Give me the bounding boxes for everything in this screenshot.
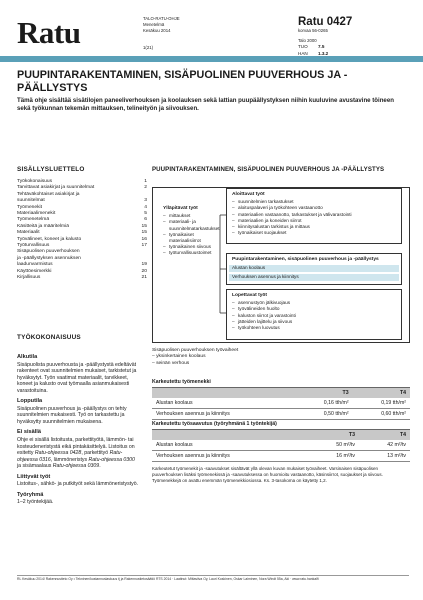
toc-page: 1 [144,179,147,184]
toc-page: 3 [144,198,147,204]
starting-list [232,199,396,236]
tyoryhma-text: 1–2 työntekijää. [17,499,54,506]
table-cell: 0,50 tth/m² [295,409,352,420]
toc-label: Käsitteitä ja määritelmiä [17,223,69,229]
toc-label: Käyttöesimerkki [17,268,52,274]
document-type [143,16,180,34]
data-table [152,388,410,420]
table-row [152,398,410,409]
toc-label: Työturvallisuus [17,243,50,249]
toc-page: 17 [141,243,147,249]
phase-line: Sisäpuolisen puuverhouksen työvaiheet [152,348,239,353]
tyoryhma-heading: Työryhmä [17,491,44,498]
starting-task-item: – suunnitelmien tarkastukset [232,199,396,205]
toc-label: ja -päällystyksen asennuksen [17,255,81,261]
column-header [152,430,308,440]
text-run: , parkettityö [81,450,110,457]
class-key: TUO [298,44,308,49]
starting-task-item: – kiinnitysalustan tarkistus ja mittaus [232,224,396,230]
column-header: T4 [359,430,410,440]
supporting-tasks [163,206,219,257]
toc-label: Työkokonaisuus [17,179,53,184]
class-value: 1.3.2 [318,50,329,56]
toc-page: 21 [141,275,147,281]
table-title: Karkeutettu työmenekki [152,379,410,388]
ei-sisalla-text [17,437,139,470]
toc-label: suunnitelmat [17,198,45,204]
supporting-list [163,213,219,256]
starting-task-item: – materiaalien ja koneiden siirrot [232,218,396,224]
phase-line: – yksinkertainen koolaus [152,354,206,360]
column-header [152,388,295,398]
alkutila-text: Sisäpuolista puuverhousta ja -päällystystä edeltävät rakenteet ovat suunnitelmien mukaiset, tarkistetut ja hyväksytyt. Työn vaatimat materiaalit, tarvikkeet, koneet ja kalusto ovat työmaalla asianmukaisesti varastoituina. [17,361,137,394]
page-footer: RL Kesäkuu 2014/ Rakennustieto Oy • Tekninen/kustannuslaskuus tj ja Rakennustietosäätiö RTS 2014 · Laatinut: Mittaviiva Oy, Lauri Koskinen, Oskar Laiminen, Nora Windt 55a, Aki · www.ratu.hankalfi [17,575,409,582]
section-heading: TYÖKOKONAISUUS [17,334,81,341]
toc-label: Työvälineet, koneet ja kalusto [17,236,82,242]
ratu-logo: Ratu [17,15,81,50]
starting-task-item: – aloituspalaveri ja työkohteen vastaanotto [232,205,396,211]
column-header: T3 [308,430,359,440]
data-table [152,430,410,462]
table-note: Karkeutetut työmenekit ja -saavutukset sisältävät yllä olevan kuvan mukaiset työvaiheet. Varsinaisen sisäpuolisen puuverhouksen lisäksi työmenekissä ja -saavutuksessa on huomioitu vastaanotto, käsinsiirrot, suojaukset ja siivous. Työmenekkejä on avattu enemmän työmenekkiosiossa. Ks. 3-tasokoma on käytetty 1,2. [152,466,383,484]
toc-page: 15 [141,223,147,229]
ending-task-item: – kaluston siirrot ja varastointi [232,313,396,319]
main-task-box [226,253,402,285]
phase-line: – seinän verhous [152,360,190,366]
toc-page: 5 [144,211,147,217]
toc-label: Työmenetelmä [17,217,50,223]
work-rate-table [152,379,410,420]
lead-paragraph: Tämä ohje sisältää sisätilojen paneeliverhouksen ja koolauksen sekä lattian puupäällystyksen niihin kuuluvine avustavine töineen sekä työkunnan tekemän mittauksen, telineityön ja siivouksen. [17,97,394,113]
page-number: 1(21) [143,45,154,50]
doc-type-line: Menetelmä [143,22,165,27]
supporting-task-item: – materiaali- ja suunnitelmatarkastukset [163,219,219,231]
ratu-reference: Ratu-ohjeessa 0300 [88,456,135,463]
liittyvat-text: Listoitus-, sähkö- ja putkityöt sekä lämmöneristystyö. [17,481,139,488]
supporting-heading: Ylläpitävät työt [163,206,198,211]
toc-entry [17,275,147,281]
table-cell: Verhouksen asennus ja kiinnitys [152,409,295,420]
ending-tasks-box [226,289,402,340]
starting-tasks-box [226,188,402,244]
table-of-contents [17,179,147,282]
supporting-task-item: – työnaikainen siivous [163,244,219,250]
page-title: PUUPINTARAKENTAMINEN, SISÄPUOLINEN PUUVERHOUS JA -PÄÄLLYSTYS [17,69,348,94]
ending-task-item: – työkohteen luovutus [232,325,396,331]
table-cell: 0,19 tth/m² [353,398,410,409]
lopputila-text: Sisäpuolinen puuverhous ja -päällystys on tehty suunnitelmien mukaisesti. Työ on tarkastettu ja hyväksytty suunnitelmien mukaisena. [17,405,127,425]
toc-page: 16 [141,236,147,242]
work-phases [152,348,352,367]
lopputila-heading: Lopputila [17,398,43,405]
toc-label: Tehtäväkohtaiset asiakirjat ja [17,191,80,197]
table-cell: 0,16 tth/m² [295,398,352,409]
ratu-reference: Ratu-ohjeessa 0428 [34,450,82,457]
table-cell: 0,60 tth/m² [353,409,410,420]
table-row [152,409,410,420]
doc-type-line: Kesäkuu 2014 [143,28,171,33]
toc-page: 2 [144,185,147,191]
toc-label: Kirjallisuus [17,275,41,281]
toc-label: laadunvarmistus [17,262,53,268]
table-cell: 42 m²/tv [359,440,410,451]
supporting-task-item: – työturvallisuustoimet [163,250,219,256]
main-task-heading: Puupintarakentaminen, sisäpuolinen puuverhous ja -päällystys [232,257,379,262]
toc-label: Tarvittavat asiakirjat ja suunnitelmat [17,185,95,191]
toc-label: Työmenekit [17,204,43,210]
toc-page: 20 [141,268,147,274]
accent-bar [0,56,423,62]
replaces-note: korvaa 56-0265 [298,28,328,33]
starting-task-item: – materiaalien vastaanotto, tarkastukset ja välivarastointi [232,212,396,218]
class-value: 7.5 [318,44,325,49]
toc-label: Materiaalit [17,230,40,236]
doc-type-line: TALO-RATU-OHJE [143,16,180,21]
ending-list [232,300,396,331]
starting-heading: Aloittavat työt [232,192,265,197]
toc-page: 6 [144,217,147,223]
classification-row [298,44,410,51]
table-row [152,440,410,451]
toc-page: 19 [141,262,147,268]
text-run: , lämmöneristys [50,456,89,463]
toc-page: 15 [141,230,147,236]
toc-label: Materiaalimenekit [17,211,56,217]
table-cell: Alustan koolaus [152,398,295,409]
ending-task-item: – asennustyön jälkivuojaus [232,300,396,306]
toc-page: 4 [144,204,147,210]
ratu-reference: Ratu-ohjeessa 0316 [17,450,123,463]
supporting-task-item: – työnaikaiset materiaalisiirrot [163,232,219,244]
table-cell: Verhouksen asennus ja kiinnitys [152,451,308,462]
toc-heading: SISÄLLYSLUETTELO [17,166,85,173]
table-cell: Alustan koolaus [152,440,308,451]
table-cell: 50 m²/tv [308,440,359,451]
main-task-item: Verhouksen asennus ja kiinnitys [229,274,399,281]
ending-heading: Lopettavat työt [232,293,268,298]
table-title: Karkeutettu työsaavutus (työryhmänä 1 työntekijä) [152,421,410,430]
column-header: T3 [295,388,352,398]
class-key: HAN [298,50,308,56]
doc-code: Ratu 0427 [298,16,353,28]
starting-task-item: – työnaikaiset suojaukset [232,230,396,236]
work-output-table [152,421,410,462]
toc-label: Sisäpuolisen puuverhouksen [17,249,80,255]
ratu-reference: Ratu-ohjeessa 0309 [52,463,100,470]
column-header: T4 [353,388,410,398]
text-run: . [99,463,101,470]
diagram-title: PUUPINTARAKENTAMINEN, SISÄPUOLINEN PUUVERHOUS JA -PÄÄLLYSTYS [152,166,385,173]
ending-task-item: – jätteiden lajittelu ja siivous [232,319,396,325]
section-body [17,350,139,506]
text-run: ja sisämaalaus [17,463,53,470]
ei-sisalla-heading: Ei sisällä [17,429,41,436]
alkutila-heading: Alkutila [17,354,38,360]
talo-label: Talo 2000 [298,38,317,43]
table-cell: 13 m²/tv [359,451,410,462]
text-run: Ohje ei sisällä listoitusta, parkettityötä, lämmön- tai kosteudeneristystä eikä pintakäsittelyä. Listoitus on esitetty [17,437,135,457]
table-cell: 16 m²/tv [308,451,359,462]
liittyvat-heading: Liittyvät työt [17,473,51,480]
main-task-item: Alustan koolaus [229,265,399,272]
supporting-task-item: – mittaukset [163,213,219,219]
ending-task-item: – työvälineiden huolto [232,306,396,312]
doc-code-block [298,16,410,57]
table-row [152,451,410,462]
